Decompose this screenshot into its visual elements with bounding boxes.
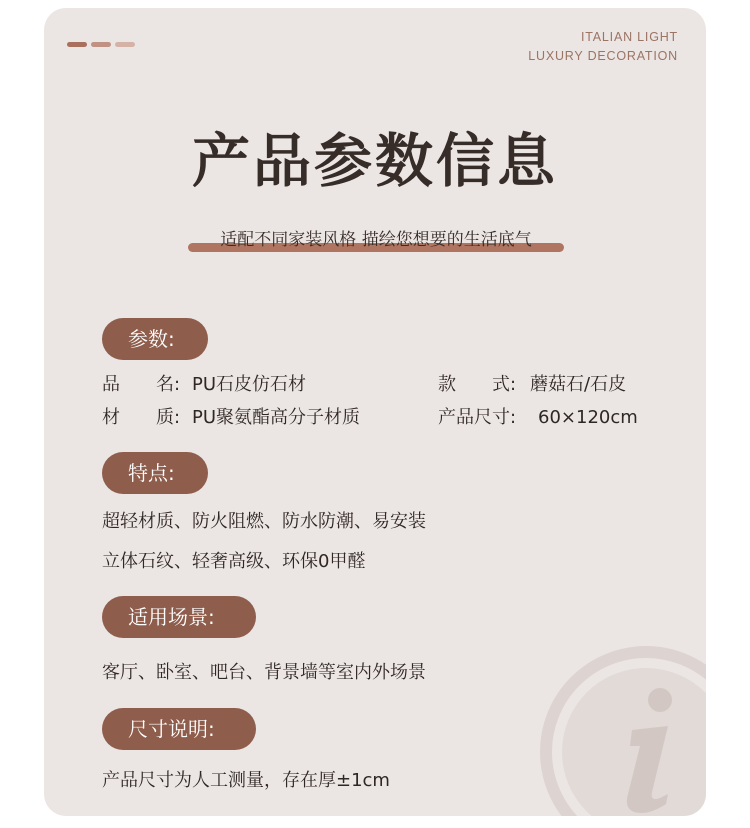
param-size-label: 产品尺寸: — [438, 407, 517, 428]
subtitle-block — [188, 220, 564, 260]
param-name-value: PU石皮仿石材 — [192, 374, 307, 395]
param-style-value: 蘑菇石/石皮 — [530, 374, 627, 395]
info-card — [44, 8, 706, 816]
subtitle: 适配不同家装风格 描绘您想要的生活底气 — [220, 230, 532, 250]
params-heading: 参数: — [102, 318, 208, 360]
size-note-heading: 尺寸说明: — [102, 708, 256, 750]
param-name-label: 品 名: — [102, 374, 181, 395]
size-note-line-1: 产品尺寸为人工测量，存在厚±1cm — [102, 770, 390, 791]
info-icon — [536, 642, 706, 816]
dot-1 — [67, 42, 87, 47]
dot-2 — [91, 42, 111, 47]
param-style-label: 款 式: — [438, 374, 517, 395]
param-material-label: 材 质: — [102, 407, 181, 428]
brand-line-2: LUXURY DECORATION — [528, 49, 678, 63]
scenes-heading: 适用场景: — [102, 596, 256, 638]
param-material-value: PU聚氨酯高分子材质 — [192, 407, 361, 428]
features-line-2: 立体石纹、轻奢高级、环保0甲醛 — [102, 551, 366, 572]
param-size-value: 60×120cm — [538, 407, 638, 428]
scenes-line-1: 客厅、卧室、吧台、背景墙等室内外场景 — [102, 662, 426, 683]
decorative-dots — [67, 42, 135, 47]
features-line-1: 超轻材质、防火阻燃、防水防潮、易安装 — [102, 511, 426, 532]
page-title: 产品参数信息 — [191, 127, 558, 195]
dot-3 — [115, 42, 135, 47]
features-heading: 特点: — [102, 452, 208, 494]
brand-tagline — [528, 28, 678, 66]
brand-line-1: ITALIAN LIGHT — [581, 30, 678, 44]
